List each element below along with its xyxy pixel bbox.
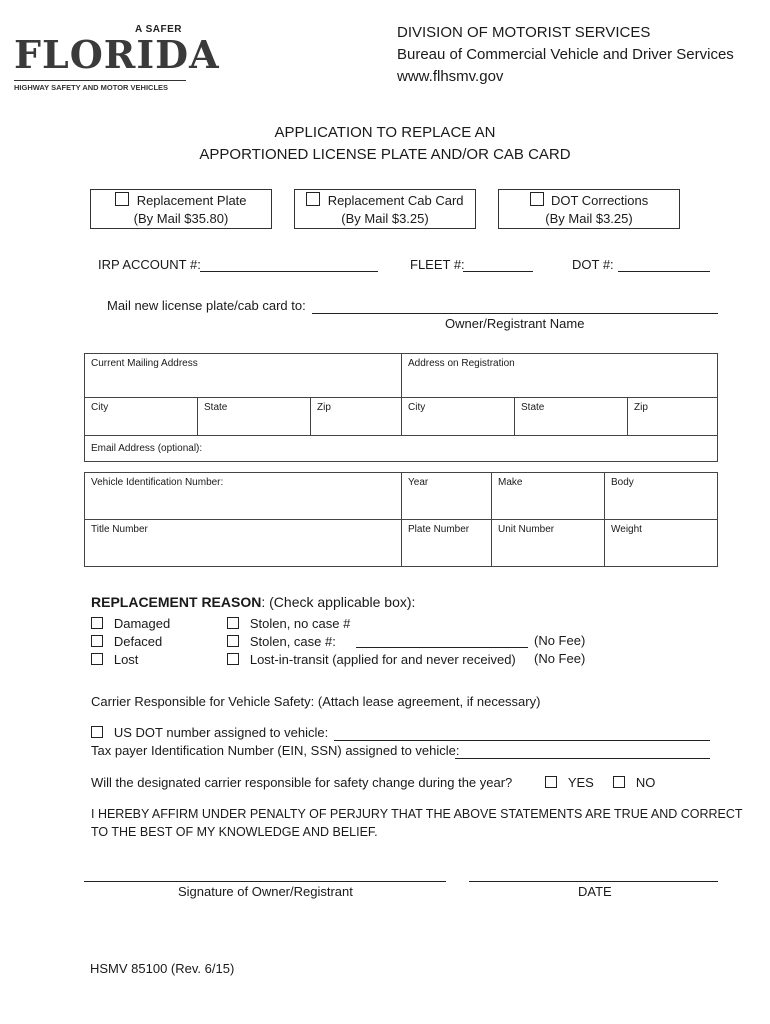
date-label: DATE (578, 884, 612, 899)
replacement-cab-card-label: Replacement Cab Card (327, 193, 464, 208)
irp-account-label: IRP ACCOUNT #: (98, 257, 201, 272)
irp-account-field[interactable] (200, 271, 378, 272)
address-on-registration-cell[interactable] (402, 354, 718, 398)
division-name: DIVISION OF MOTORIST SERVICES (397, 24, 651, 41)
form-title-line2: APPORTIONED LICENSE PLATE AND/OR CAB CARD (199, 146, 571, 163)
stolen-no-case-checkbox[interactable] (227, 617, 239, 629)
dot-corrections-label: DOT Corrections (550, 193, 649, 208)
title-number-label: Title Number (91, 524, 148, 535)
replacement-plate-label: Replacement Plate (136, 193, 247, 208)
defaced-checkbox[interactable] (91, 635, 103, 647)
tin-label: Tax payer Identification Number (EIN, SSN) assigned to vehicle: (91, 743, 460, 758)
no-checkbox[interactable] (613, 776, 625, 788)
mailing-zip-cell[interactable] (311, 398, 402, 436)
registration-zip-cell[interactable] (628, 398, 718, 436)
tin-field[interactable] (455, 758, 710, 759)
registration-state-label: State (521, 402, 545, 413)
lost-in-transit-label: Lost-in-transit (applied for and never received) (249, 652, 516, 667)
reason-right-column (227, 615, 516, 669)
address-table (84, 353, 718, 462)
date-field[interactable] (469, 881, 718, 882)
current-mailing-address-cell[interactable] (85, 354, 402, 398)
no-fee-stolen: (No Fee) (534, 633, 586, 648)
usdot-label: US DOT number assigned to vehicle: (113, 725, 329, 740)
dot-corrections-checkbox[interactable] (530, 192, 544, 206)
mailing-city-label: City (91, 402, 109, 413)
owner-signature-field[interactable] (84, 881, 446, 882)
body-label: Body (611, 477, 634, 488)
defaced-label: Defaced (113, 634, 163, 649)
yes-checkbox[interactable] (545, 776, 557, 788)
damaged-label: Damaged (113, 616, 171, 631)
vin-label: Vehicle Identification Number: (91, 477, 224, 488)
weight-cell[interactable] (605, 520, 718, 567)
mailing-state-label: State (204, 402, 228, 413)
no-fee-lost-in-transit: (No Fee) (534, 651, 586, 666)
lost-label: Lost (113, 652, 139, 667)
agency-header (397, 22, 734, 88)
no-label: NO (635, 775, 656, 790)
website-link[interactable]: www.flhsmv.gov (397, 68, 504, 85)
case-number-field[interactable] (356, 647, 528, 648)
usdot-row (91, 725, 328, 740)
vin-cell[interactable] (85, 473, 402, 520)
dot-label: DOT #: (572, 257, 614, 272)
mailing-zip-label: Zip (317, 402, 331, 413)
mail-to-label: Mail new license plate/cab card to: (107, 298, 306, 313)
registration-city-cell[interactable] (402, 398, 515, 436)
logo-tagline: A SAFER (134, 24, 182, 35)
email-label: Email Address (optional): (91, 443, 203, 454)
unit-number-cell[interactable] (492, 520, 605, 567)
vehicle-table (84, 472, 718, 567)
replacement-plate-fee: (By Mail $35.80) (133, 211, 229, 226)
weight-label: Weight (611, 524, 642, 535)
replacement-reason-title: REPLACEMENT REASON (91, 594, 262, 610)
replacement-reason-instruction: : (Check applicable box): (261, 594, 416, 610)
replacement-cab-card-fee: (By Mail $3.25) (341, 211, 429, 226)
affirmation-line2: TO THE BEST OF MY KNOWLEDGE AND BELIEF. (91, 825, 378, 839)
owner-name-caption: Owner/Registrant Name (445, 316, 585, 331)
bureau-name: Bureau of Commercial Vehicle and Driver Services (397, 46, 734, 63)
fleet-label: FLEET #: (410, 257, 465, 272)
affirmation-line1: I HEREBY AFFIRM UNDER PENALTY OF PERJURY THAT THE ABOVE STATEMENTS ARE TRUE AND CORRECT (91, 807, 743, 821)
email-cell[interactable] (85, 436, 718, 462)
dot-corrections-fee: (By Mail $3.25) (545, 211, 633, 226)
replacement-reason-heading (91, 594, 415, 610)
logo-subtitle: HIGHWAY SAFETY AND MOTOR VEHICLES (14, 83, 169, 92)
no-option (613, 775, 655, 790)
logo-rule (14, 80, 186, 81)
form-title (0, 122, 770, 166)
registration-zip-label: Zip (634, 402, 648, 413)
replacement-cab-card-checkbox[interactable] (306, 192, 320, 206)
carrier-responsible-label: Carrier Responsible for Vehicle Safety: (Attach lease agreement, if necessary) (91, 694, 541, 709)
usdot-checkbox[interactable] (91, 726, 103, 738)
owner-name-field[interactable] (312, 313, 718, 314)
carrier-change-question: Will the designated carrier responsible for safety change during the year? (91, 775, 513, 790)
affirmation-statement (91, 805, 743, 841)
plate-number-label: Plate Number (408, 524, 470, 535)
replacement-plate-checkbox[interactable] (115, 192, 129, 206)
form-title-line1: APPLICATION TO REPLACE AN (274, 124, 496, 141)
usdot-field[interactable] (334, 740, 710, 741)
damaged-checkbox[interactable] (91, 617, 103, 629)
unit-number-label: Unit Number (498, 524, 555, 535)
dot-field[interactable] (618, 271, 710, 272)
stolen-no-case-label: Stolen, no case # (249, 616, 351, 631)
yes-label: YES (567, 775, 594, 790)
mailing-city-cell[interactable] (85, 398, 198, 436)
logo-wordmark: FLORIDA (14, 32, 220, 77)
option-replacement-cab-card (294, 189, 476, 229)
address-on-registration-label: Address on Registration (408, 358, 515, 369)
mailing-state-cell[interactable] (198, 398, 311, 436)
flhsmv-logo (14, 22, 220, 96)
option-dot-corrections (498, 189, 680, 229)
lost-in-transit-checkbox[interactable] (227, 653, 239, 665)
option-replacement-plate (90, 189, 272, 229)
current-mailing-address-label: Current Mailing Address (91, 358, 198, 369)
registration-city-label: City (408, 402, 426, 413)
year-cell[interactable] (402, 473, 492, 520)
lost-checkbox[interactable] (91, 653, 103, 665)
form-number: HSMV 85100 (Rev. 6/15) (90, 961, 235, 976)
stolen-case-label: Stolen, case #: (249, 634, 336, 649)
fleet-field[interactable] (463, 271, 533, 272)
stolen-case-checkbox[interactable] (227, 635, 239, 647)
body-cell[interactable] (605, 473, 718, 520)
owner-signature-label: Signature of Owner/Registrant (178, 884, 353, 899)
title-number-cell[interactable] (85, 520, 402, 567)
registration-state-cell[interactable] (515, 398, 628, 436)
reason-left-column (91, 615, 170, 669)
plate-number-cell[interactable] (402, 520, 492, 567)
yes-option (545, 775, 594, 790)
make-cell[interactable] (492, 473, 605, 520)
year-label: Year (408, 477, 429, 488)
make-label: Make (498, 477, 523, 488)
